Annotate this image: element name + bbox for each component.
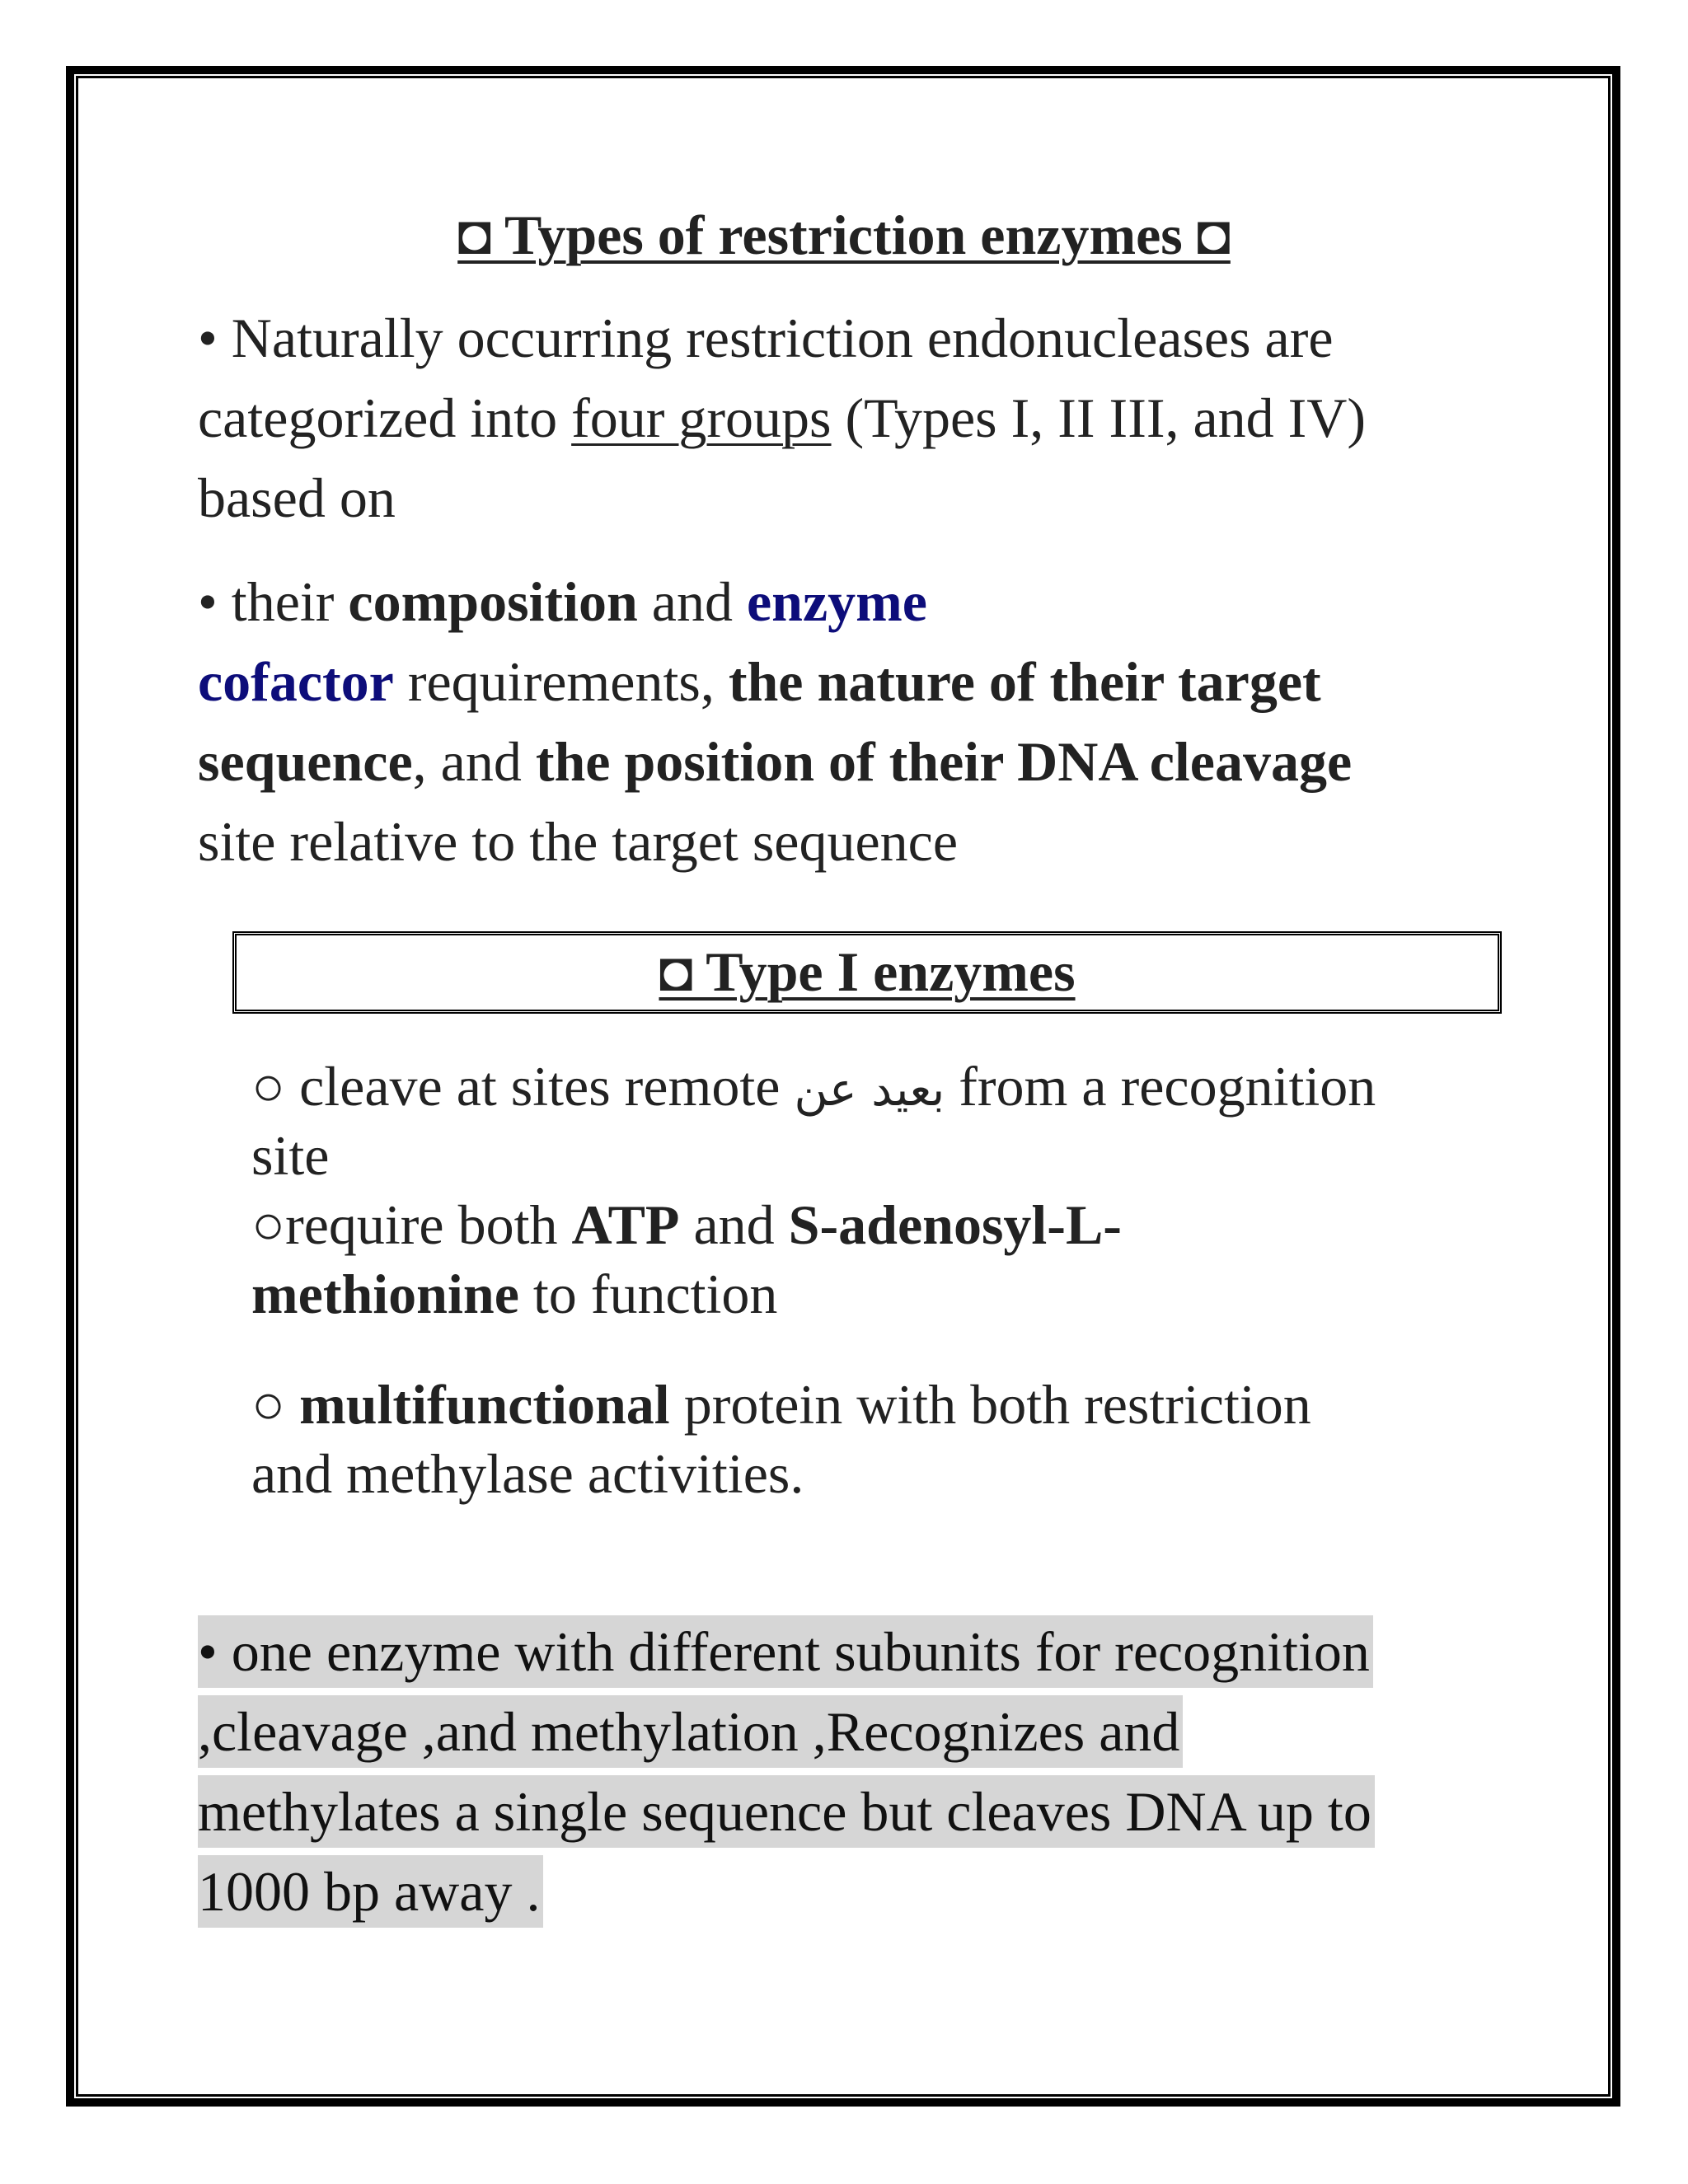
atp-bold: ATP: [571, 1193, 680, 1256]
arabic-gloss: بعيد عن: [794, 1063, 945, 1117]
highlighted-line-2: ,cleavage ,and methylation ,Recognizes and: [198, 1695, 1183, 1768]
highlighted-line-1: • one enzyme with different subunits for recognition: [198, 1615, 1373, 1688]
page-title-text: ◘ Types of restriction enzymes ◘: [457, 204, 1231, 266]
four-groups-underlined: four groups: [571, 387, 832, 449]
type1-text: ○ cleave at sites remote: [251, 1055, 795, 1118]
sequence-bold: sequence: [198, 730, 413, 793]
type1-text: ○: [251, 1373, 300, 1436]
criteria-line-1: [198, 562, 1484, 642]
intro-text: (Types I, II III, and IV): [831, 387, 1367, 449]
type1-text: protein with both restriction: [669, 1373, 1311, 1436]
intro-text: • Naturally occurring restriction endonucleases are: [198, 307, 1334, 369]
methionine-bold: methionine: [251, 1263, 519, 1325]
criteria-line-4: [198, 802, 1484, 882]
section-heading: ◘ Type I enzymes: [659, 940, 1076, 1003]
type1-item-3: [251, 1370, 1488, 1439]
type1-text: from a recognition: [945, 1055, 1376, 1118]
criteria-text: and: [637, 570, 747, 633]
page-title: [0, 198, 1688, 272]
type1-item-2: [251, 1190, 1488, 1259]
enzyme-blue: enzyme: [746, 570, 927, 633]
nature-bold: the nature of their target: [728, 650, 1321, 713]
type1-text: to function: [518, 1263, 778, 1325]
intro-text: based on: [198, 466, 396, 529]
multifunctional-bold: multifunctional: [299, 1373, 670, 1436]
intro-line-3: [198, 458, 1484, 538]
highlighted-line-4: 1000 bp away .: [198, 1855, 543, 1928]
cofactor-blue: cofactor: [198, 650, 394, 713]
criteria-text: • their: [198, 570, 349, 633]
position-bold: the position of their DNA cleavage: [535, 730, 1353, 793]
type1-text: ○require both: [251, 1193, 572, 1256]
criteria-text: site relative to the target sequence: [198, 810, 959, 873]
type1-item-1-cont: [251, 1121, 1488, 1190]
type1-text: and: [679, 1193, 789, 1256]
type1-text: and methylase activities.: [251, 1442, 804, 1505]
criteria-line-2: [198, 642, 1484, 722]
section-heading-box: [232, 931, 1502, 1014]
intro-line-1: [198, 298, 1484, 378]
type1-item-1: [251, 1052, 1488, 1125]
type1-item-2-cont: [251, 1259, 1488, 1329]
sam-bold: S-adenosyl-L-: [788, 1193, 1122, 1256]
intro-text: categorized into: [198, 387, 572, 449]
type1-item-3-cont: [251, 1439, 1488, 1508]
type1-text: site: [251, 1124, 330, 1187]
composition-bold: composition: [348, 570, 638, 633]
criteria-text: requirements,: [393, 650, 729, 713]
intro-line-2: [198, 378, 1484, 458]
criteria-text: , and: [412, 730, 536, 793]
criteria-line-3: [198, 722, 1484, 802]
highlighted-line-3: methylates a single sequence but cleaves DNA up to: [198, 1775, 1375, 1848]
